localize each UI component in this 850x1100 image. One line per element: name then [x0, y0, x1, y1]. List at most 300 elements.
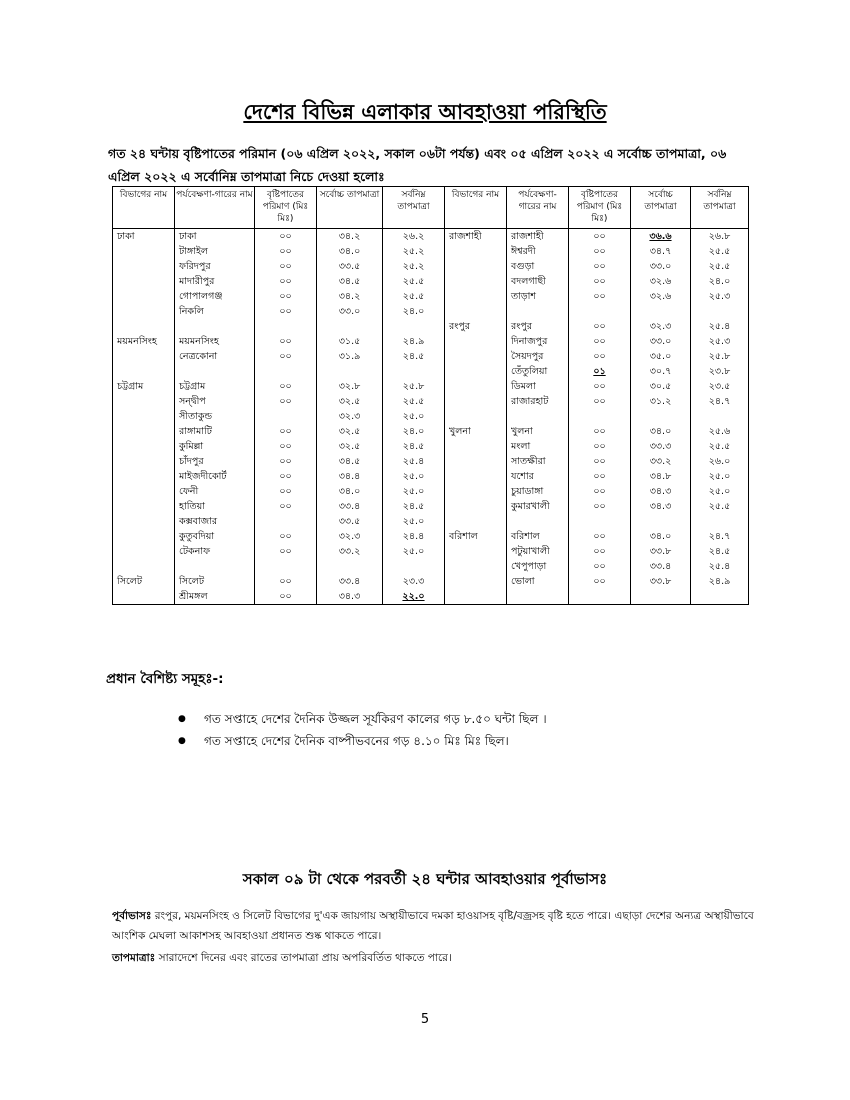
temperature-paragraph [112, 948, 757, 968]
station-cell: ঢাকা [175, 229, 255, 245]
features-title: প্রধান বৈশিষ্ট্য সমূহঃ-: [106, 671, 224, 687]
rainfall-cell: ০০ [569, 544, 631, 559]
table-row [113, 589, 749, 605]
min-temp-cell: ২৫.০ [691, 469, 749, 484]
division-cell [445, 469, 507, 484]
division-cell [445, 349, 507, 364]
division-cell [445, 574, 507, 589]
division-cell [113, 559, 175, 574]
station-cell: সাতক্ষীরা [507, 454, 569, 469]
max-temp-cell: ৩৩.০ [631, 334, 691, 349]
max-temp-cell: ৩৪.০ [631, 529, 691, 544]
max-temp-cell [631, 304, 691, 319]
max-temp-cell: ৩৩.৪ [317, 499, 383, 514]
min-temp-cell: ২৫.৩ [691, 334, 749, 349]
max-temp-cell: ৩৫.০ [631, 349, 691, 364]
rainfall-cell: ০০ [255, 394, 317, 409]
max-temp-cell: ৩৩.৫ [317, 514, 383, 529]
min-temp-cell: ২৪.০ [691, 274, 749, 289]
station-cell: নেত্রকোনা [175, 349, 255, 364]
header-division: বিভাগের নাম [113, 187, 175, 229]
rainfall-cell: ০০ [255, 244, 317, 259]
max-temp-cell: ৩২.৩ [317, 409, 383, 424]
rainfall-cell: ০০ [255, 274, 317, 289]
min-temp-cell: ২৫.৪ [383, 454, 445, 469]
min-temp-cell: ২৫.০ [691, 484, 749, 499]
min-temp-cell [691, 589, 749, 605]
station-cell: খুলনা [507, 424, 569, 439]
table-row [113, 559, 749, 574]
min-temp-cell [383, 559, 445, 574]
max-temp-cell: ৩১.২ [631, 394, 691, 409]
division-cell [113, 529, 175, 544]
rainfall-cell: ০০ [255, 454, 317, 469]
min-temp-cell [383, 364, 445, 379]
division-cell [113, 364, 175, 379]
rainfall-cell [569, 304, 631, 319]
division-cell [445, 454, 507, 469]
min-temp-cell: ২৫.৪ [691, 559, 749, 574]
station-cell: সীতাকুন্ড [175, 409, 255, 424]
rainfall-cell: ০০ [255, 334, 317, 349]
station-cell: ময়মনসিংহ [175, 334, 255, 349]
max-temp-cell: ৩২.৫ [317, 439, 383, 454]
rainfall-cell [569, 589, 631, 605]
max-temp-cell: ৩৪.৫ [317, 274, 383, 289]
division-cell [445, 499, 507, 514]
page-title: দেশের বিভিন্ন এলাকার আবহাওয়া পরিস্থিতি [243, 100, 607, 124]
division-cell: ময়মনসিংহ [113, 334, 175, 349]
division-cell [113, 394, 175, 409]
header-max-temp: সর্বোচ্চ তাপমাত্রা [631, 187, 691, 229]
min-temp-cell: ২৫.৫ [691, 259, 749, 274]
table-row [113, 574, 749, 589]
station-cell: মাদারীপুর [175, 274, 255, 289]
station-cell: রাজশাহী [507, 229, 569, 245]
table-row [113, 394, 749, 409]
max-temp-cell: ৩১.৫ [317, 334, 383, 349]
table-row [113, 484, 749, 499]
table-row [113, 454, 749, 469]
rainfall-cell: ০০ [569, 274, 631, 289]
division-cell [445, 289, 507, 304]
station-cell: রাঙ্গামাটি [175, 424, 255, 439]
header-station: পর্যবেক্ষণা-গারের নাম [507, 187, 569, 229]
min-temp-cell: ২৪.৫ [691, 544, 749, 559]
station-cell: চট্টগ্রাম [175, 379, 255, 394]
division-cell [445, 544, 507, 559]
station-cell: পটুয়াখালী [507, 544, 569, 559]
rainfall-cell: ০০ [255, 349, 317, 364]
forecast-label: পূর্বাভাসঃ [112, 910, 152, 922]
table-row [113, 364, 749, 379]
max-temp-cell: ৩৩.৫ [317, 259, 383, 274]
division-cell [113, 589, 175, 605]
min-temp-cell [383, 589, 445, 605]
max-temp-cell: ৩২.৩ [631, 319, 691, 334]
min-temp-cell: ২৪.৭ [691, 394, 749, 409]
max-temp-cell: ৩৩.২ [631, 454, 691, 469]
header-station: পর্যবেক্ষণা-গারের নাম [175, 187, 255, 229]
division-cell [445, 304, 507, 319]
table-row [113, 319, 749, 334]
division-cell [113, 499, 175, 514]
max-temp-cell: ৩৪.৭ [631, 244, 691, 259]
max-temp-cell: ৩৩.০ [317, 304, 383, 319]
table-body [113, 229, 749, 605]
min-temp-cell: ২৫.৫ [383, 289, 445, 304]
min-temp-cell: ২৫.০ [383, 409, 445, 424]
max-temp-cell: ৩৪.৪ [317, 469, 383, 484]
max-temp-cell [317, 319, 383, 334]
max-temp-cell: ৩৪.৮ [631, 469, 691, 484]
station-cell [175, 364, 255, 379]
division-cell [445, 484, 507, 499]
list-item: ● গত সপ্তাহে দেশের দৈনিক বাষ্পীভবনের গড় ৪.১০ মিঃ মিঃ ছিল। [168, 730, 547, 752]
min-temp-cell: ২৫.৮ [383, 379, 445, 394]
table-row [113, 499, 749, 514]
rainfall-cell [255, 514, 317, 529]
min-temp-cell: ২৫.০ [383, 469, 445, 484]
forecast-paragraph [112, 906, 757, 946]
min-temp-cell: ২৫.২ [383, 259, 445, 274]
division-cell [445, 394, 507, 409]
division-cell [445, 409, 507, 424]
max-temp-cell: ৩৪.০ [317, 484, 383, 499]
max-temp-cell: ৩৩.৮ [631, 574, 691, 589]
rainfall-cell: ০০ [569, 319, 631, 334]
min-temp-cell: ২৪.৫ [383, 349, 445, 364]
division-cell: ঢাকা [113, 229, 175, 245]
max-temp-cell: ৩২.৫ [317, 424, 383, 439]
table-row [113, 544, 749, 559]
rainfall-cell: ০০ [569, 469, 631, 484]
max-temp-cell: ৩৪.৫ [317, 454, 383, 469]
min-temp-cell [383, 319, 445, 334]
max-temp-cell: ৩৩.৪ [631, 559, 691, 574]
min-temp-cell: ২৪.৭ [691, 529, 749, 544]
station-cell [507, 589, 569, 605]
max-temp-cell: ৩৪.৩ [631, 499, 691, 514]
division-cell [113, 424, 175, 439]
min-temp-cell: ২৪.৫ [383, 439, 445, 454]
min-temp-cell: ২৫.৬ [691, 424, 749, 439]
min-temp-cell: ২৬.২ [383, 229, 445, 245]
table-header-row [113, 187, 749, 229]
division-cell [113, 409, 175, 424]
table-row [113, 514, 749, 529]
rainfall-cell: ০০ [255, 589, 317, 605]
max-temp-cell [631, 514, 691, 529]
station-cell: চুয়াডাঙ্গা [507, 484, 569, 499]
rainfall-cell: ০০ [569, 349, 631, 364]
station-cell: সন্দ্বীপ [175, 394, 255, 409]
table-row [113, 259, 749, 274]
min-temp-cell [691, 304, 749, 319]
min-temp-cell [691, 514, 749, 529]
rainfall-cell: ০০ [569, 574, 631, 589]
header-max-temp: সর্বোচ্চ তাপমাত্রা [317, 187, 383, 229]
min-temp-cell: ২৫.০ [383, 544, 445, 559]
temperature-label: তাপমাত্রাঃ [112, 952, 156, 964]
max-temp-cell: ৩৪.২ [317, 229, 383, 245]
rainfall-cell: ০০ [255, 379, 317, 394]
rainfall-cell [569, 514, 631, 529]
division-cell [113, 544, 175, 559]
station-cell: রংপুর [507, 319, 569, 334]
division-cell: খুলনা [445, 424, 507, 439]
division-cell [445, 334, 507, 349]
max-temp-cell: ৩৩.৩ [631, 439, 691, 454]
min-temp-cell: ২৫.৫ [383, 274, 445, 289]
min-temp-cell: ২৫.৫ [383, 394, 445, 409]
station-cell: তাড়াশ [507, 289, 569, 304]
station-cell: সিলেট [175, 574, 255, 589]
rainfall-cell: ০০ [255, 529, 317, 544]
station-cell: কক্সবাজার [175, 514, 255, 529]
station-cell: ফরিদপুর [175, 259, 255, 274]
rainfall-cell: ০০ [569, 559, 631, 574]
division-cell [113, 439, 175, 454]
station-cell: সৈয়দপুর [507, 349, 569, 364]
station-cell: ফেনী [175, 484, 255, 499]
station-cell: রাজারহাট [507, 394, 569, 409]
max-temp-cell: ৩২.৮ [317, 379, 383, 394]
rainfall-cell: ০০ [569, 499, 631, 514]
table-row [113, 274, 749, 289]
min-temp-cell: ২৫.৮ [691, 349, 749, 364]
station-cell: বগুড়া [507, 259, 569, 274]
station-cell: কুমারখালী [507, 499, 569, 514]
header-division: বিভাগের নাম [445, 187, 507, 229]
max-temp-cell [317, 364, 383, 379]
min-temp-cell: ২৪.৯ [691, 574, 749, 589]
division-cell [113, 319, 175, 334]
min-temp-cell: ২৩.৮ [691, 364, 749, 379]
station-cell: ডিমলা [507, 379, 569, 394]
features-list [168, 708, 547, 752]
rainfall-cell: ০০ [255, 424, 317, 439]
page-number: 5 [420, 1012, 430, 1027]
station-cell: কুমিল্লা [175, 439, 255, 454]
max-temp-cell [317, 559, 383, 574]
division-cell [445, 274, 507, 289]
division-cell: বরিশাল [445, 529, 507, 544]
table-row [113, 529, 749, 544]
max-temp-cell: ৩০.৭ [631, 364, 691, 379]
rainfall-cell: ০০ [255, 259, 317, 274]
division-cell [113, 244, 175, 259]
rainfall-cell [569, 364, 631, 379]
rainfall-cell: ০০ [255, 574, 317, 589]
min-temp-cell: ২৪.৫ [383, 499, 445, 514]
table-row [113, 379, 749, 394]
division-cell [113, 484, 175, 499]
max-temp-cell: ৩২.৩ [317, 529, 383, 544]
division-cell [113, 259, 175, 274]
max-temp-cell: ৩২.৫ [317, 394, 383, 409]
min-temp-cell: ২৪.৪ [383, 529, 445, 544]
min-temp-cell: ২৪.৯ [383, 334, 445, 349]
station-cell: মংলা [507, 439, 569, 454]
division-cell [113, 349, 175, 364]
rainfall-cell: ০০ [569, 454, 631, 469]
temperature-text: সারাদেশে দিনের এবং রাতের তাপমাত্রা প্রায় অপরিবর্তিত থাকতে পারে। [158, 952, 452, 964]
table-row [113, 409, 749, 424]
max-temp-cell: ৩০.৫ [631, 379, 691, 394]
station-cell: দিনাজপুর [507, 334, 569, 349]
max-temp-cell [631, 409, 691, 424]
min-temp-cell: ২৬.০ [691, 454, 749, 469]
rainfall-cell: ০০ [569, 244, 631, 259]
station-cell [507, 304, 569, 319]
min-temp-cell: ২৩.৫ [691, 379, 749, 394]
rainfall-cell [255, 364, 317, 379]
rainfall-cell: ০০ [255, 229, 317, 245]
table-row [113, 424, 749, 439]
max-temp-cell: ৩৩.২ [317, 544, 383, 559]
min-temp-cell: ২৫.৫ [691, 244, 749, 259]
header-min-temp: সর্বনিম্ন তাপমাত্রা [383, 187, 445, 229]
division-cell [113, 274, 175, 289]
max-temp-cell: ৩৪.০ [317, 244, 383, 259]
station-cell: শ্রীমঙ্গল [175, 589, 255, 605]
rainfall-cell: ০০ [255, 304, 317, 319]
max-temp-cell: ৩১.৯ [317, 349, 383, 364]
station-cell: বরিশাল [507, 529, 569, 544]
station-cell [175, 319, 255, 334]
division-cell [113, 469, 175, 484]
min-temp-cell: ২৪.০ [383, 304, 445, 319]
highlighted-value: ৩৬.৬ [649, 231, 672, 242]
division-cell: রংপুর [445, 319, 507, 334]
intro-text: গত ২৪ ঘন্টায় বৃষ্টিপাতের পরিমান (০৬ এপ্রিল ২০২২, সকাল ০৬টা পর্যন্ত) এবং ০৫ এপ্রিল ২০২২ এ সর্বোচ্চ তাপমাত্রা, ০৬ এপ্রিল ২০২২ এ সর্বোনিম্ন তাপমাত্রা নিচে দেওয়া হলোঃ [108, 146, 727, 184]
max-temp-cell: ৩২.৬ [631, 274, 691, 289]
division-cell [113, 289, 175, 304]
station-cell [507, 409, 569, 424]
station-cell: ঈশ্বরদী [507, 244, 569, 259]
station-cell: চাঁদপুর [175, 454, 255, 469]
min-temp-cell: ২৫.০ [383, 514, 445, 529]
rainfall-cell: ০০ [569, 484, 631, 499]
rainfall-cell [569, 409, 631, 424]
table-row [113, 304, 749, 319]
division-cell [445, 364, 507, 379]
rainfall-cell: ০০ [569, 394, 631, 409]
min-temp-cell: ২৫.৩ [691, 289, 749, 304]
station-cell: গোপালগঞ্জ [175, 289, 255, 304]
min-temp-cell: ২৩.৩ [383, 574, 445, 589]
table-row [113, 469, 749, 484]
max-temp-cell: ৩৪.০ [631, 424, 691, 439]
rainfall-cell [255, 559, 317, 574]
max-temp-cell: ৩৩.৮ [631, 544, 691, 559]
max-temp-cell: ৩৩.০ [631, 259, 691, 274]
station-cell: টেকনাফ [175, 544, 255, 559]
header-min-temp: সর্বনিম্ন তাপমাত্রা [691, 187, 749, 229]
min-temp-cell [691, 409, 749, 424]
rainfall-cell: ০০ [255, 469, 317, 484]
list-item: ● গত সপ্তাহে দেশের দৈনিক উজ্জল সূর্যকিরণ কালের গড় ৮.৫০ ঘন্টা ছিল । [168, 708, 547, 730]
max-temp-cell: ৩৩.৪ [317, 574, 383, 589]
max-temp-cell [631, 229, 691, 245]
station-cell: নিকলি [175, 304, 255, 319]
table-row [113, 349, 749, 364]
station-cell: তেঁতুলিয়া [507, 364, 569, 379]
min-temp-cell: ২৫.২ [383, 244, 445, 259]
min-temp-cell: ২৫.৫ [691, 439, 749, 454]
rainfall-cell [255, 319, 317, 334]
station-cell: টাঙ্গাইল [175, 244, 255, 259]
station-cell: হাতিয়া [175, 499, 255, 514]
forecast-title: সকাল ০৯ টা থেকে পরবর্তী ২৪ ঘন্টার আবহাওয়ার পূর্বাভাসঃ [242, 870, 608, 888]
table-row [113, 289, 749, 304]
rainfall-cell: ০০ [255, 544, 317, 559]
rainfall-cell: ০০ [255, 289, 317, 304]
min-temp-cell: ২৫.৫ [691, 499, 749, 514]
station-cell: খেপুপাড়া [507, 559, 569, 574]
division-cell [445, 514, 507, 529]
highlighted-value: ০১ [593, 366, 606, 377]
table-row [113, 229, 749, 245]
station-cell [175, 559, 255, 574]
max-temp-cell: ৩২.৬ [631, 289, 691, 304]
max-temp-cell: ৩৪.৩ [317, 589, 383, 605]
station-cell [507, 514, 569, 529]
rainfall-cell: ০০ [255, 439, 317, 454]
highlighted-value: ২২.০ [402, 591, 425, 602]
table-row [113, 439, 749, 454]
station-cell: মাইজদীকোর্ট [175, 469, 255, 484]
division-cell: সিলেট [113, 574, 175, 589]
table-row [113, 334, 749, 349]
weather-table [112, 186, 749, 605]
table-row [113, 244, 749, 259]
min-temp-cell: ২৫.০ [383, 484, 445, 499]
rainfall-cell: ০০ [569, 229, 631, 245]
division-cell: চট্টগ্রাম [113, 379, 175, 394]
division-cell: রাজশাহী [445, 229, 507, 245]
division-cell [445, 589, 507, 605]
max-temp-cell: ৩৪.৩ [631, 484, 691, 499]
rainfall-cell: ০০ [569, 424, 631, 439]
rainfall-cell: ০০ [255, 484, 317, 499]
division-cell [113, 514, 175, 529]
division-cell [113, 304, 175, 319]
station-cell: ভোলা [507, 574, 569, 589]
rainfall-cell: ০০ [255, 499, 317, 514]
rainfall-cell: ০০ [569, 439, 631, 454]
rainfall-cell: ০০ [569, 289, 631, 304]
station-cell: যশোর [507, 469, 569, 484]
header-rainfall: বৃষ্টিপাতের পরিমাণ (মিঃ মিঃ) [569, 187, 631, 229]
rainfall-cell: ০০ [569, 379, 631, 394]
division-cell [445, 559, 507, 574]
rainfall-cell: ০০ [569, 529, 631, 544]
division-cell [445, 439, 507, 454]
station-cell: কুতুবদিয়া [175, 529, 255, 544]
max-temp-cell: ৩৪.২ [317, 289, 383, 304]
division-cell [445, 379, 507, 394]
station-cell: বদলগাছী [507, 274, 569, 289]
rainfall-cell: ০০ [569, 259, 631, 274]
min-temp-cell: ২৪.০ [383, 424, 445, 439]
rainfall-cell [255, 409, 317, 424]
min-temp-cell: ২৫.৪ [691, 319, 749, 334]
rainfall-cell: ০০ [569, 334, 631, 349]
max-temp-cell [631, 589, 691, 605]
header-rainfall: বৃষ্টিপাতের পরিমাণ (মিঃ মিঃ) [255, 187, 317, 229]
